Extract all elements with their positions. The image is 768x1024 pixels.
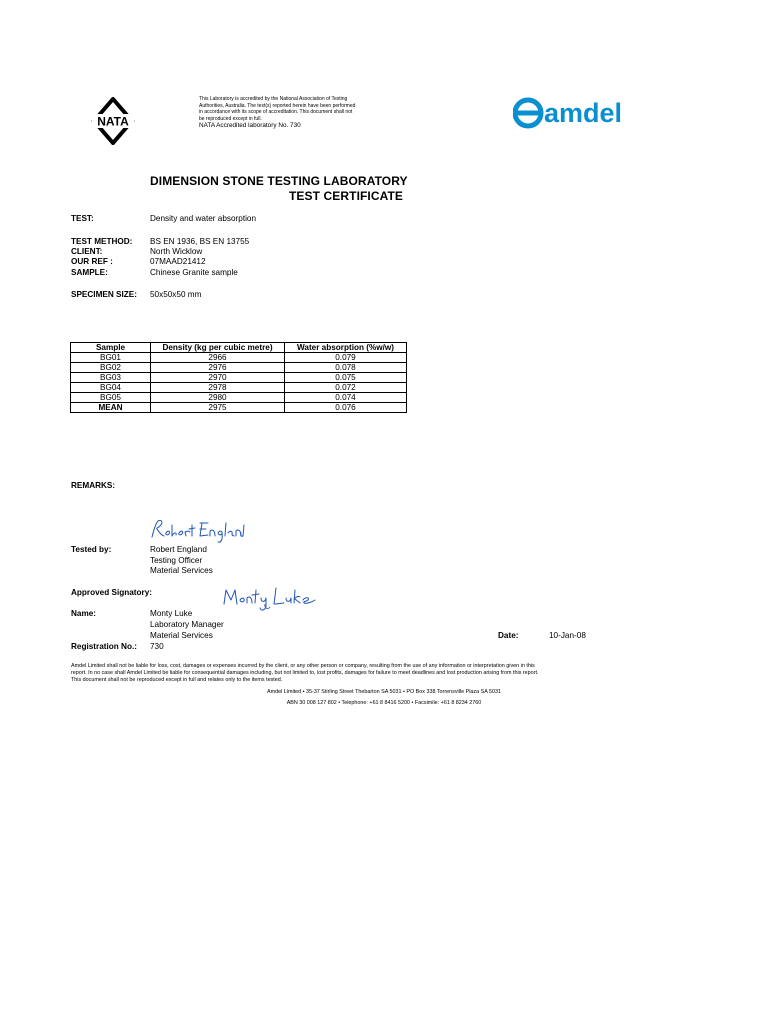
accreditation-line: Authorities, Australia. The test(s) reported herein have been performed — [199, 102, 356, 109]
approver-name-label: Name: — [71, 609, 97, 618]
table-row — [71, 383, 407, 393]
sample-cell: BG02 — [71, 363, 151, 373]
density-cell: 2978 — [151, 383, 285, 393]
accredited-lab-number: NATA Accredited laboratory No. 730 — [199, 122, 301, 130]
density-cell: 2970 — [151, 373, 285, 383]
registration-label: Registration No.: — [71, 642, 137, 651]
specimen-size-label: SPECIMEN SIZE: — [71, 290, 137, 299]
accreditation-line: in accordance with its scope of accreditation. This document shall not — [199, 109, 353, 116]
table-row — [71, 373, 407, 383]
date-label: Date: — [498, 631, 519, 640]
nata-logo — [90, 97, 136, 145]
our-ref-label: OUR REF : — [71, 257, 113, 266]
absorption-cell: 0.078 — [285, 363, 407, 373]
absorption-cell: 0.074 — [285, 393, 407, 403]
amdel-logo — [513, 96, 675, 130]
footer-contact: ABN 30 008 127 802 • Telephone: +61 8 8416 5200 • Facsimile: +61 8 8234 2760 — [286, 700, 482, 706]
approver-name: Monty Luke — [150, 609, 193, 618]
density-cell: 2980 — [151, 393, 285, 403]
absorption-cell: 0.072 — [285, 383, 407, 393]
results-table — [70, 342, 407, 413]
tester-name: Robert England — [150, 545, 207, 554]
nata-logo-text: NATA — [97, 114, 129, 129]
disclaimer-line: Amdel Limited shall not be liable for loss, cost, damages or expenses incurred by the client, or any other person or company, resulting from the use of any information or interpretation given in this — [71, 663, 535, 669]
sample-cell: BG05 — [71, 393, 151, 403]
table-row-mean — [71, 403, 407, 413]
disclaimer-line: This document shall not be reproduced except in full and relates only to the items tested. — [71, 677, 283, 684]
accreditation-line: This Laboratory is accredited by the National Association of Testing — [199, 96, 348, 102]
tested-by-label: Tested by: — [71, 545, 112, 554]
remarks-label: REMARKS: — [71, 481, 116, 490]
client-label: CLIENT: — [71, 247, 103, 256]
mean-label-cell: MEAN — [71, 403, 151, 413]
sample-label: SAMPLE: — [71, 268, 108, 277]
sample-cell: BG04 — [71, 383, 151, 393]
test-label: TEST: — [71, 214, 94, 223]
accreditation-statement — [199, 96, 409, 130]
column-header-sample: Sample — [71, 343, 151, 353]
sample-cell: BG01 — [71, 353, 151, 363]
specimen-size-value: 50x50x50 mm — [150, 290, 202, 299]
absorption-cell: 0.079 — [285, 353, 407, 363]
amdel-logo-text: amdel — [544, 98, 623, 128]
our-ref-value: 07MAAD21412 — [150, 257, 206, 266]
approved-signatory-label: Approved Signatory: — [71, 588, 152, 597]
density-cell: 2976 — [151, 363, 285, 373]
table-header-row — [71, 343, 407, 353]
test-method-value: BS EN 1936, BS EN 13755 — [150, 237, 250, 246]
absorption-cell: 0.075 — [285, 373, 407, 383]
certificate-title: TEST CERTIFICATE — [289, 189, 404, 203]
test-value: Density and water absorption — [150, 214, 257, 223]
tester-department: Material Services — [150, 566, 213, 575]
tester-title: Testing Officer — [150, 556, 203, 565]
disclaimer — [71, 663, 651, 685]
approver-title: Laboratory Manager — [150, 620, 224, 629]
sample-cell: BG03 — [71, 373, 151, 383]
column-header-density: Density (kg per cubic metre) — [151, 343, 285, 353]
density-cell: 2966 — [151, 353, 285, 363]
mean-density-cell: 2975 — [151, 403, 285, 413]
accreditation-line: be reproduced except in full. — [199, 115, 262, 122]
approver-department: Material Services — [150, 631, 213, 640]
registration-value: 730 — [150, 642, 164, 651]
client-value: North Wicklow — [150, 247, 203, 256]
footer-address: Amdel Limited • 35-37 Stirling Street Thebarton SA 5031 • PO Box 338 Torrensville Plaza SA 5031 — [266, 689, 501, 695]
table-row — [71, 393, 407, 403]
approver-signature — [220, 582, 320, 612]
table-row — [71, 353, 407, 363]
test-method-label: TEST METHOD: — [71, 237, 133, 246]
lab-title: DIMENSION STONE TESTING LABORATORY — [150, 174, 408, 188]
sample-value: Chinese Granite sample — [150, 268, 238, 277]
tester-signature — [148, 515, 248, 545]
mean-absorption-cell: 0.076 — [285, 403, 407, 413]
disclaimer-line: report. In no case shall Amdel Limited be liable for consequential damages including, but not limited to, lost profits, damages for failure to meet deadlines and lost production arising from this report. — [71, 670, 539, 677]
column-header-water-absorption: Water absorption (%w/w) — [285, 343, 407, 353]
table-row — [71, 363, 407, 373]
date-value: 10-Jan-08 — [549, 631, 586, 640]
